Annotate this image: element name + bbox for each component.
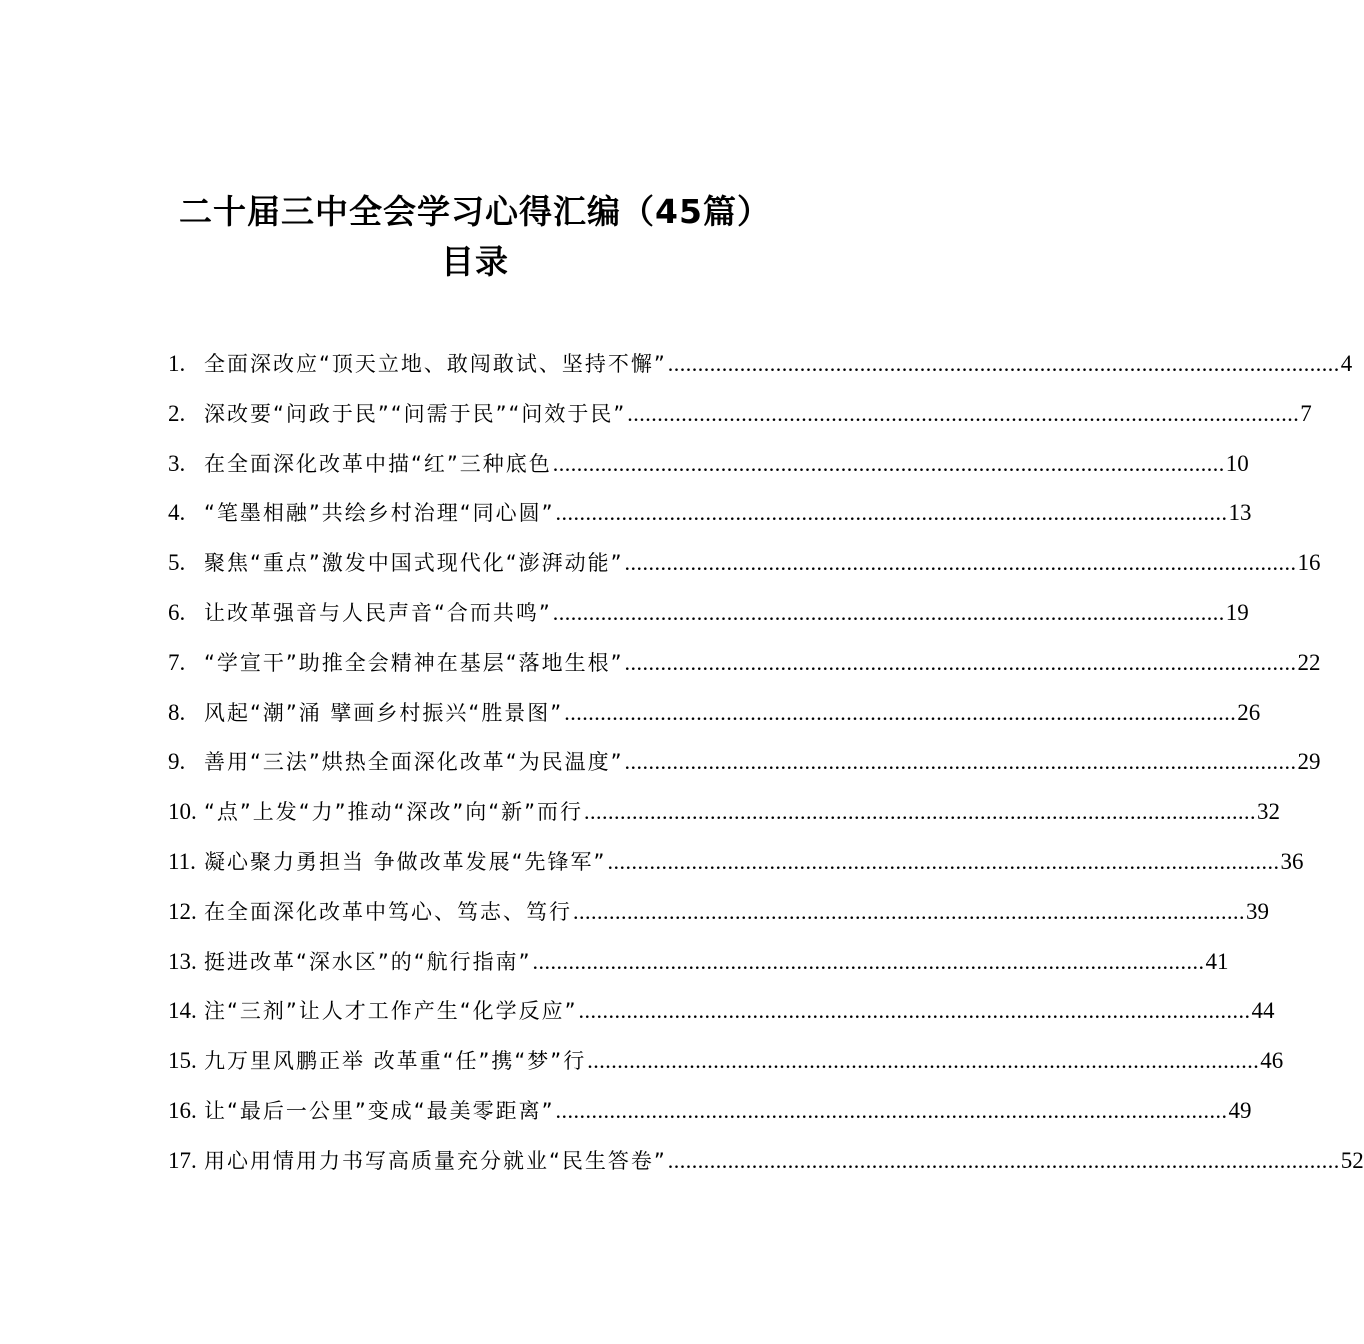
toc-entry-page: 22 (1297, 649, 1321, 675)
toc-leader-dots (587, 1036, 1259, 1086)
toc-entry-number: 3. (168, 450, 186, 476)
toc-entry[interactable] (168, 887, 1269, 937)
toc-entry-page: 29 (1297, 749, 1321, 775)
table-of-contents (168, 339, 1364, 1186)
toc-entry-number: 5. (168, 550, 186, 576)
toc-entry-title: 九万里风鹏正举 改革重“任”携“梦”行 (204, 1049, 587, 1074)
toc-entry-number: 1. (168, 351, 186, 376)
toc-entry[interactable] (168, 688, 1261, 738)
toc-leader-dots (533, 937, 1205, 987)
toc-leader-dots (625, 737, 1297, 787)
toc-entry-number: 6. (168, 599, 186, 625)
toc-entry[interactable] (168, 1136, 1364, 1186)
toc-entry-number: 7. (168, 649, 186, 675)
toc-entry-number: 12. (168, 898, 197, 924)
toc-entry[interactable] (168, 439, 1249, 489)
toc-entry[interactable] (168, 986, 1275, 1036)
toc-entry-page: 4 (1340, 351, 1353, 376)
toc-entry[interactable] (168, 389, 1312, 439)
toc-entry-number: 17. (168, 1147, 197, 1173)
toc-entry-page: 41 (1205, 948, 1229, 974)
toc-entry-title: 善用“三法”烘热全面深化改革“为民温度” (204, 750, 624, 775)
toc-entry-page: 46 (1260, 1048, 1284, 1074)
toc-entry[interactable] (168, 339, 1353, 389)
toc-entry[interactable] (168, 488, 1252, 538)
toc-entry-page: 10 (1225, 450, 1249, 476)
toc-entry-title: 让“最后一公里”变成“最美零距离” (204, 1098, 555, 1123)
toc-entry-title: 在全面深化改革中描“红”三种底色 (204, 451, 552, 476)
toc-entry-page: 44 (1251, 998, 1275, 1024)
toc-entry-page: 19 (1225, 599, 1249, 625)
toc-entry-number: 4. (168, 500, 186, 526)
document-title: 二十届三中全会学习心得汇编（45篇） (179, 192, 771, 231)
toc-leader-dots (573, 887, 1245, 937)
toc-leader-dots (584, 787, 1256, 837)
toc-entry-number: 8. (168, 699, 186, 725)
toc-entry[interactable] (168, 1036, 1284, 1086)
toc-entry-title: 让改革强音与人民声音“合而共鸣” (204, 600, 552, 625)
toc-entry[interactable] (168, 787, 1281, 837)
toc-entry[interactable] (168, 588, 1249, 638)
toc-leader-dots (556, 488, 1228, 538)
toc-entry-number: 15. (168, 1048, 197, 1074)
toc-leader-dots (607, 837, 1279, 887)
toc-entry-page: 36 (1280, 848, 1304, 874)
toc-entry-number: 16. (168, 1097, 197, 1123)
toc-entry[interactable] (168, 737, 1321, 787)
toc-entry-title: 聚焦“重点”激发中国式现代化“澎湃动能” (204, 551, 624, 576)
toc-leader-dots (668, 1136, 1340, 1186)
toc-entry[interactable] (168, 937, 1229, 987)
toc-entry-number: 11. (168, 848, 196, 874)
toc-entry-page: 26 (1237, 699, 1261, 725)
toc-entry-title: 在全面深化改革中笃心、笃志、笃行 (204, 899, 572, 924)
toc-leader-dots (625, 538, 1297, 588)
toc-entry-title: 用心用情用力书写高质量充分就业“民生答卷” (204, 1148, 667, 1173)
toc-entry-title: 注“三剂”让人才工作产生“化学反应” (204, 999, 578, 1024)
toc-entry-page: 52 (1340, 1147, 1364, 1173)
toc-entry[interactable] (168, 638, 1321, 688)
toc-leader-dots (553, 588, 1225, 638)
toc-leader-dots (627, 389, 1299, 439)
toc-entry-title: 深改要“问政于民”“问需于民”“问效于民” (204, 401, 627, 426)
toc-leader-dots (553, 439, 1225, 489)
toc-entry-title: 挺进改革“深水区”的“航行指南” (204, 949, 532, 974)
toc-leader-dots (625, 638, 1297, 688)
toc-entry-number: 2. (168, 400, 186, 426)
toc-entry-page: 39 (1246, 898, 1269, 924)
toc-entry-number: 14. (168, 998, 197, 1024)
toc-leader-dots (556, 1086, 1228, 1136)
toc-heading: 目录 (441, 242, 509, 281)
toc-entry-title: 风起“潮”涌 擘画乡村振兴“胜景图” (204, 700, 564, 725)
toc-entry-page: 49 (1228, 1097, 1252, 1123)
toc-entry[interactable] (168, 1086, 1252, 1136)
toc-entry-title: “笔墨相融”共绘乡村治理“同心圆” (204, 501, 555, 526)
toc-entry-number: 10. (168, 799, 197, 825)
toc-entry-title: “学宣干”助推全会精神在基层“落地生根” (204, 650, 624, 675)
toc-entry-number: 13. (168, 948, 197, 974)
toc-entry-number: 9. (168, 749, 186, 775)
toc-leader-dots (564, 688, 1236, 738)
toc-entry-page: 16 (1297, 550, 1321, 576)
toc-entry-title: 凝心聚力勇担当 争做改革发展“先锋军” (204, 849, 607, 874)
toc-entry[interactable] (168, 837, 1304, 887)
toc-entry-page: 32 (1257, 799, 1281, 825)
toc-leader-dots (668, 339, 1340, 389)
toc-entry-page: 13 (1228, 500, 1252, 526)
toc-leader-dots (579, 986, 1251, 1036)
toc-entry[interactable] (168, 538, 1321, 588)
toc-entry-title: “点”上发“力”推动“深改”向“新”而行 (204, 800, 584, 825)
toc-entry-title: 全面深改应“顶天立地、敢闯敢试、坚持不懈” (204, 352, 667, 376)
toc-entry-page: 7 (1300, 400, 1312, 426)
